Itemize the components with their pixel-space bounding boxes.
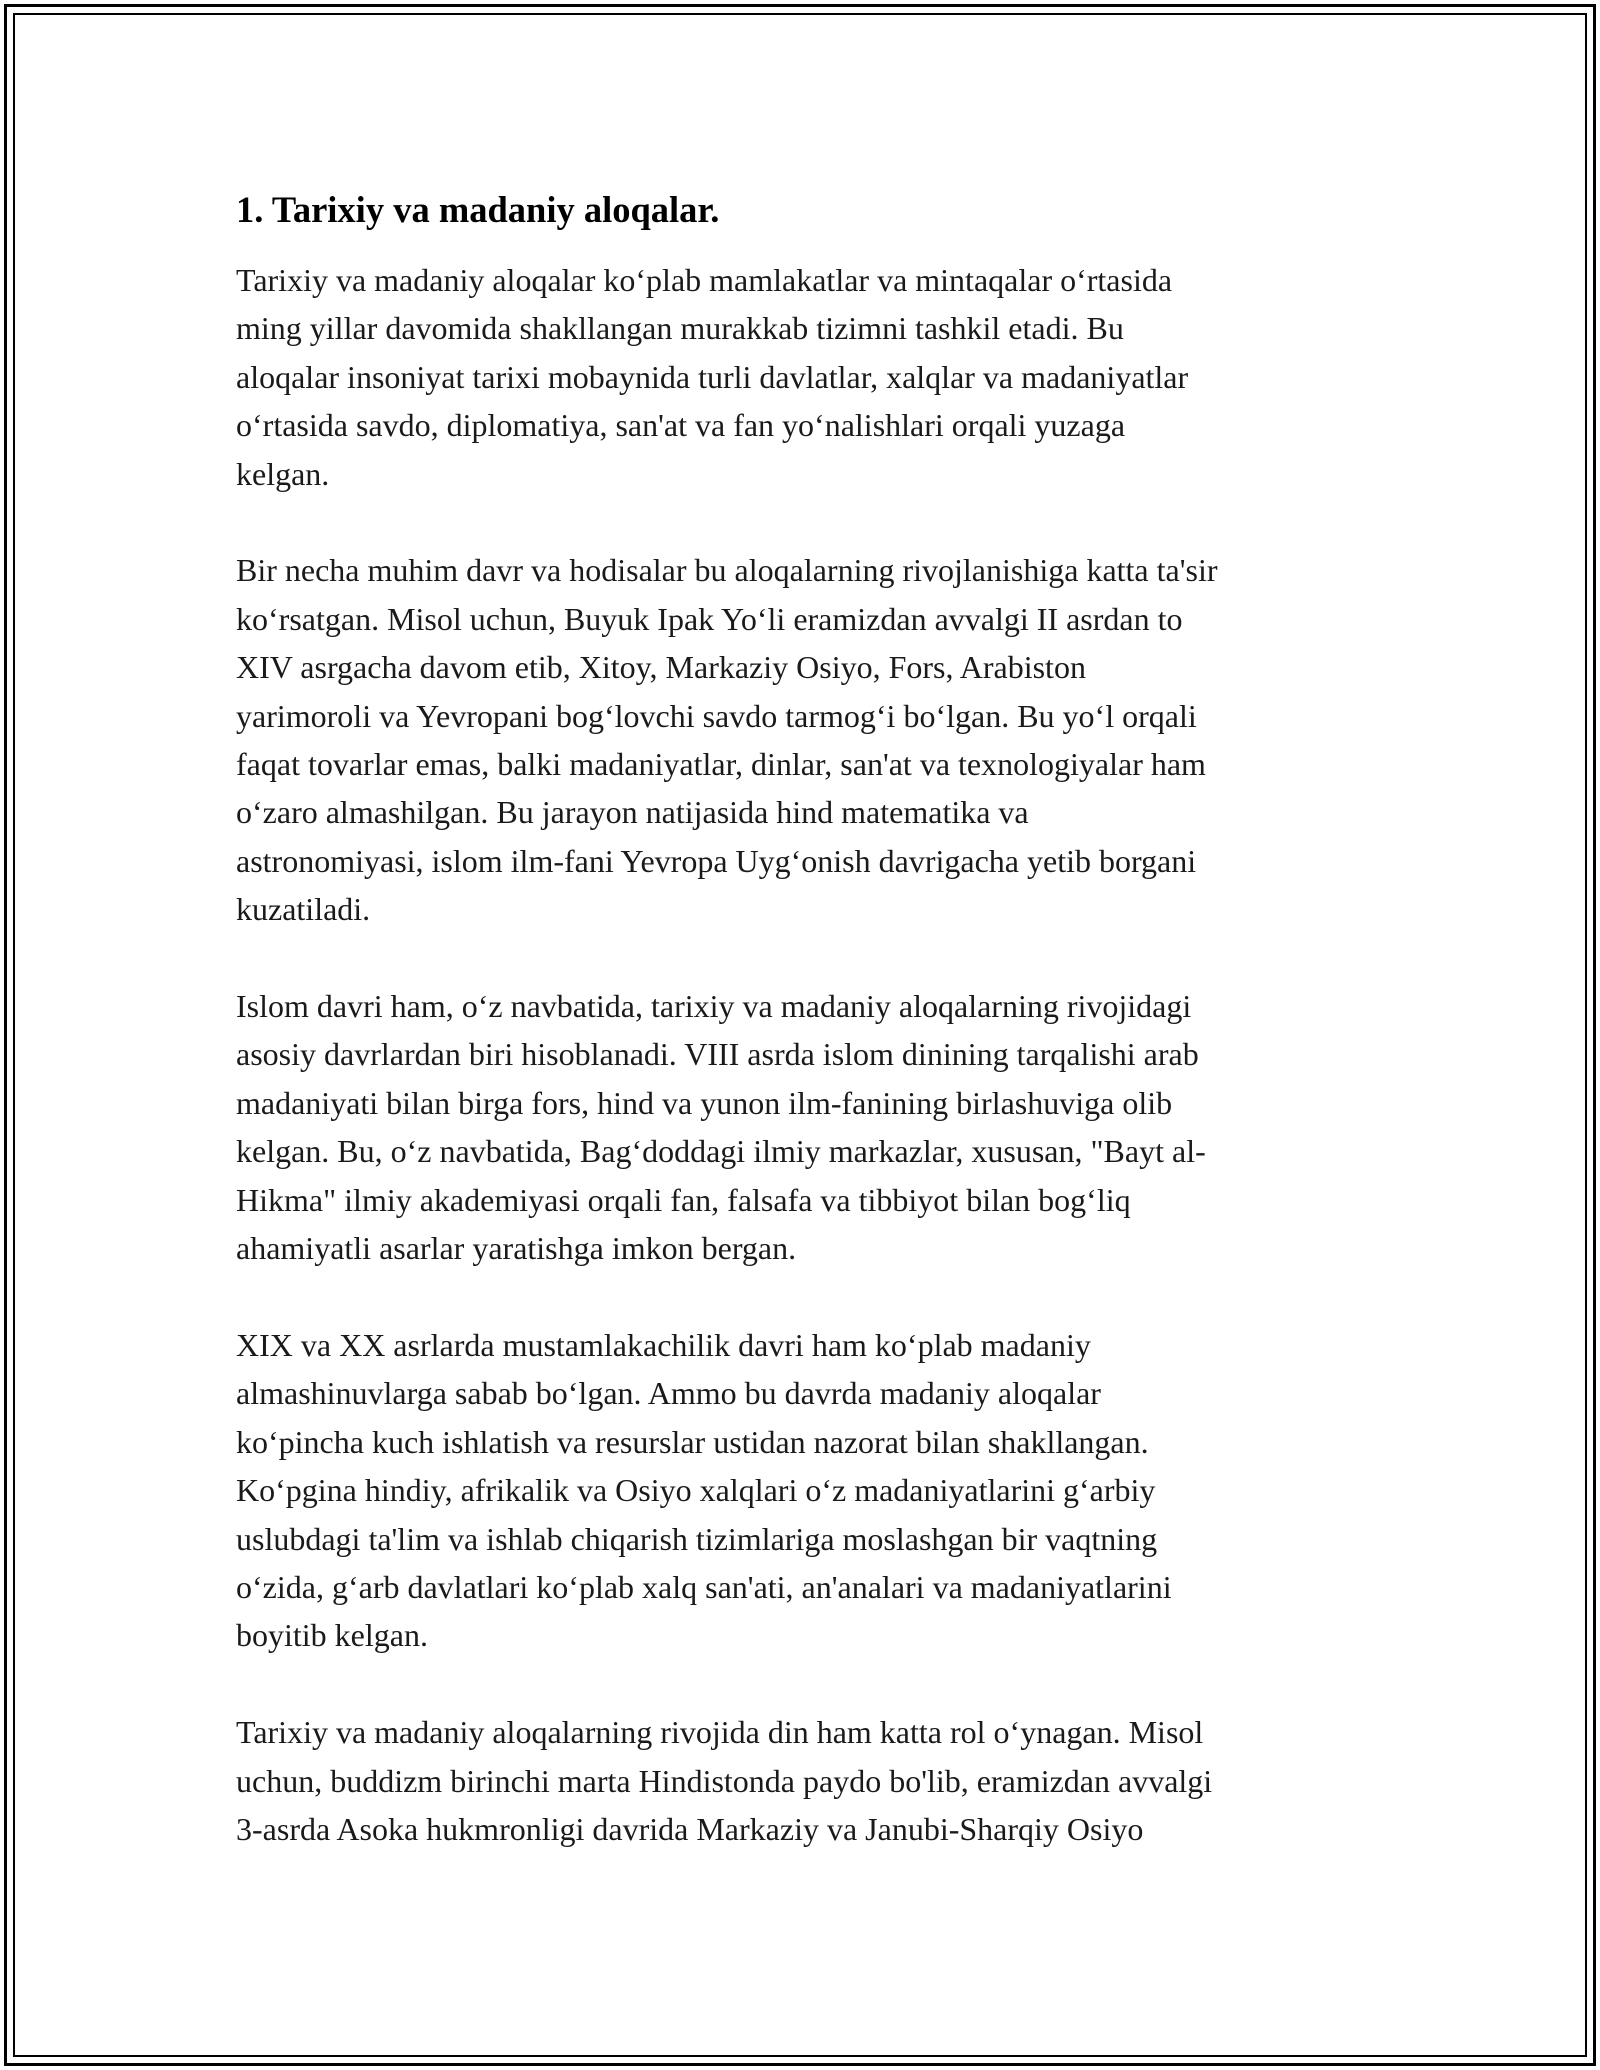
section-heading: 1. Tarixiy va madaniy aloqalar. xyxy=(236,189,720,230)
paragraph-islamic-era: Islom davri ham, o‘z navbatida, tarixiy va madaniy aloqalarning rivojidagi asosiy davrlardan biri hisoblanadi. VIII asrda islom dinining tarqalishi arab madaniyati bilan birga fors, hind va yunon ilm-fanining birlashuviga olib kelgan. Bu, o‘z navbatida, Bag‘doddagi ilmiy markazlar, xususan, "Bayt al- Hikma" ilmiy akademiyasi orqali fan, falsafa va tibbiyot bilan bog‘liq ahamiyatli asarlar yaratishga imkon bergan. xyxy=(236,988,1206,1267)
document-body xyxy=(236,186,1376,1853)
paragraph-religion: Tarixiy va madaniy aloqalarning rivojida din ham katta rol o‘ynagan. Misol uchun, buddizm birinchi marta Hindistonda paydo bo'lib, eramizdan avvalgi 3-asrda Asoka hukmronligi davrida Markaziy va Janubi-Sharqiy Osiyo xyxy=(236,1714,1213,1847)
paragraph-colonial-era: XIX va XX asrlarda mustamlakachilik davri ham ko‘plab madaniy almashinuvlarga sabab bo‘lgan. Ammo bu davrda madaniy aloqalar ko‘pincha kuch ishlatish va resurslar ustidan nazorat bilan shakllangan. Ko‘pgina hindiy, afrikalik va Osiyo xalqlari o‘z madaniyatlarini g‘arbiy uslubdagi ta'lim va ishlab chiqarish tizimlariga moslashgan bir vaqtning o‘zida, g‘arb davlatlari ko‘plab xalq san'ati, an'analari va madaniyatlarini boyitib kelgan. xyxy=(236,1326,1172,1654)
paragraph-silk-road: Bir necha muhim davr va hodisalar bu aloqalarning rivojlanishiga katta ta'sir ko‘rsatgan. Misol uchun, Buyuk Ipak Yo‘li eramizdan avvalgi II asrdan to XIV asrgacha davom etib, Xitoy, Markaziy Osiyo, Fors, Arabiston yarimoroli va Yevropani bog‘lovchi savdo tarmog‘i bo‘lgan. Bu yo‘l orqali faqat tovarlar emas, balki madaniyatlar, dinlar, san'at va texnologiyalar ham o‘zaro almashilgan. Bu jarayon natijasida hind matematika va astronomiyasi, islom ilm-fani Yevropa Uyg‘onish davrigacha yetib borgani kuzatiladi. xyxy=(236,552,1218,928)
paragraph-intro: Tarixiy va madaniy aloqalar ko‘plab mamlakatlar va mintaqalar o‘rtasida ming yillar davomida shakllangan murakkab tizimni tashkil etadi. Bu aloqalar insoniyat tarixi mobaynida turli davlatlar, xalqlar va madaniyatlar o‘rtasida savdo, diplomatiya, san'at va fan yo‘nalishlari orqali yuzaga kelgan. xyxy=(236,262,1189,492)
